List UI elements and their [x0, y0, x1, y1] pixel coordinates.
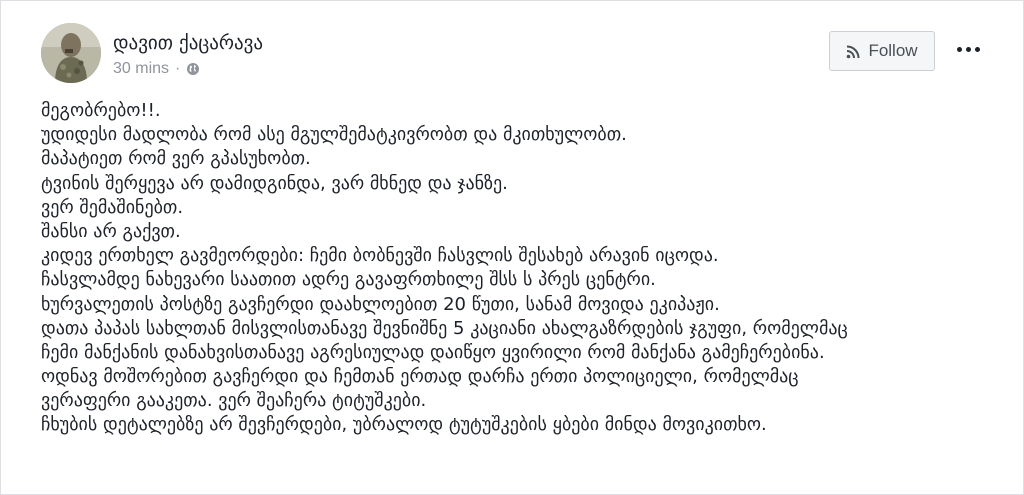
post-line: ჩასვლამდე ნახევარი საათით ადრე გავაფრთხილე შსს ს პრეს ცენტრი.: [41, 269, 656, 291]
post-line: ვერაფერი გააკეთა. ვერ შეაჩერა ტიტუშკები.: [41, 390, 427, 412]
more-dot: [975, 47, 980, 52]
follow-button[interactable]: [829, 31, 935, 71]
meta-separator: ·: [175, 60, 181, 77]
post-line: ხურვალეთის პოსტზე გავჩერდი დაახლოებით 20 წუთი, სანამ მოვიდა ეკიპაჟი.: [41, 293, 720, 315]
post-line: კიდევ ერთხელ გავმეორდები: ჩემი ბობნევში ჩასვლის შესახებ არავინ იცოდა.: [41, 245, 719, 267]
globe-icon[interactable]: [186, 62, 200, 76]
more-dot: [957, 47, 962, 52]
post-line: ვერ შემაშინებთ.: [41, 196, 184, 218]
author-name[interactable]: დავით ქაცარავა: [113, 32, 264, 54]
post-line: ოდნავ მოშორებით გავჩერდი და ჩემთან ერთად დარჩა ერთი პოლიციელი, რომელმაც: [41, 366, 799, 388]
avatar-photo: [41, 23, 101, 83]
more-options-icon[interactable]: [953, 37, 983, 61]
post-meta: [113, 59, 263, 79]
author-block: [113, 31, 263, 79]
more-dot: [966, 47, 971, 52]
post-line: მაპატიეთ რომ ვერ გპასუხობთ.: [41, 148, 311, 170]
post-line: ჩემი მანქანის დანახვისთანავე აგრესიულად დაიწყო ყვირილი რომ მანქანა გამეჩერებინა.: [41, 341, 825, 363]
post-line: შანსი არ გაქვთ.: [41, 220, 181, 242]
post-header: [41, 23, 983, 83]
post-line: ჩხუბის დეტალებზე არ შევჩერდები, უბრალოდ ტუტუშკების ყბები მინდა მოვიკითხო.: [41, 414, 767, 436]
post-line: დათა პაპას სახლთან მისვლისთანავე შევნიშნე 5 კაციანი ახალგაზრდების ჯგუფი, რომელმაც: [41, 317, 848, 339]
follow-label: Follow: [868, 41, 918, 60]
post-text: [41, 99, 983, 438]
author-avatar[interactable]: [41, 23, 101, 83]
rss-icon: [846, 44, 860, 58]
post-line: მეგობრებო!!.: [41, 100, 161, 121]
post-line: უდიდესი მადლობა რომ ასე მგულშემატკივრობთ და მკითხულობთ.: [41, 124, 627, 146]
post-line: ტვინის შერყევა არ დამიდგინდა, ვარ მხნედ და ჯანზე.: [41, 172, 508, 194]
post-timestamp[interactable]: 30 mins: [113, 60, 170, 77]
